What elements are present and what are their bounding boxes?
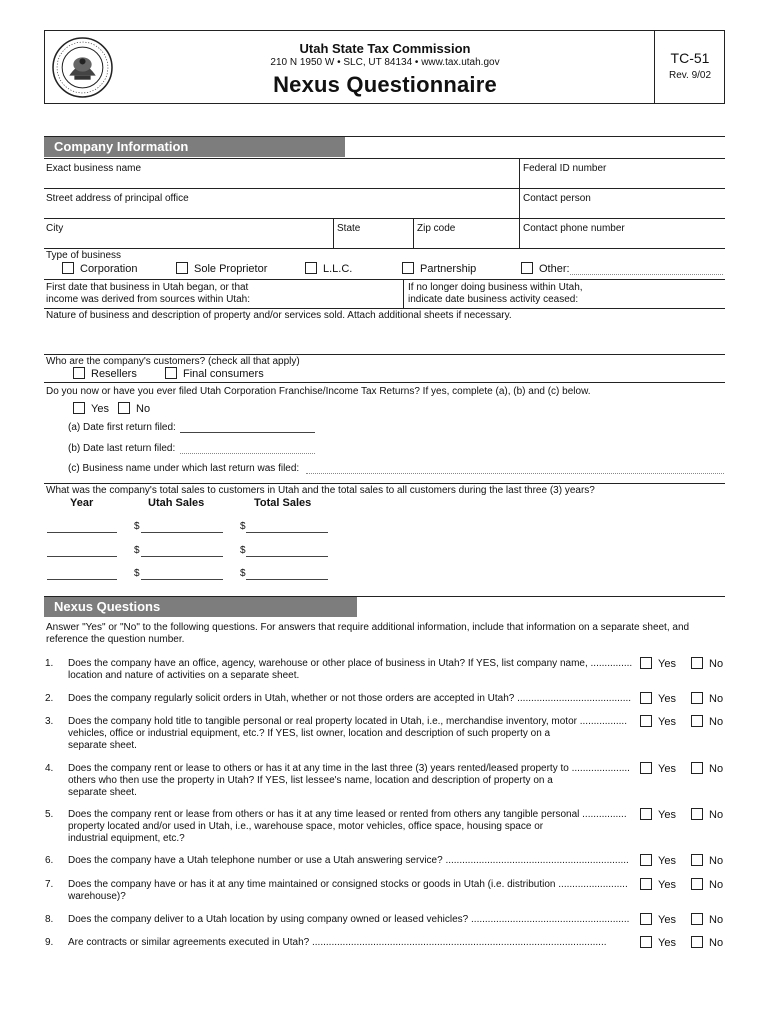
- table-rule: [44, 354, 725, 355]
- date-first-return-label: (a) Date first return filed:: [68, 422, 176, 433]
- question-2-text: Does the company regularly solicit orders in Utah, whether or not those orders are accepted in Utah? .........................................: [68, 693, 632, 704]
- q4-yes-checkbox[interactable]: [640, 762, 652, 774]
- q3-yes-checkbox[interactable]: [640, 715, 652, 727]
- type-llc-option[interactable]: L.L.C.: [305, 262, 352, 276]
- header-divider: [654, 30, 655, 104]
- question-6-no[interactable]: No: [691, 854, 723, 868]
- question-1-yes[interactable]: Yes: [640, 657, 676, 671]
- type-corporation-option[interactable]: Corporation: [62, 262, 137, 276]
- question-number: 2.: [45, 693, 54, 704]
- contact-phone-label: Contact phone number: [523, 223, 625, 234]
- q2-yes-checkbox[interactable]: [640, 692, 652, 704]
- customers-question: Who are the company's customers? (check all that apply): [46, 356, 300, 367]
- total-sales-3-field[interactable]: [246, 579, 328, 580]
- question-number: 3.: [45, 716, 54, 727]
- question-5-no[interactable]: No: [691, 808, 723, 822]
- partnership-checkbox[interactable]: [402, 262, 414, 274]
- sales-year-1-field[interactable]: [47, 532, 117, 533]
- question-2-no[interactable]: No: [691, 692, 723, 706]
- nexus-questions-section-title: Nexus Questions: [44, 597, 357, 617]
- table-rule: [44, 483, 725, 484]
- question-3-yes[interactable]: Yes: [640, 715, 676, 729]
- zip-code-label: Zip code: [417, 223, 456, 234]
- customer-final-consumers-option[interactable]: Final consumers: [165, 367, 264, 381]
- dollar-sign: $: [240, 521, 246, 532]
- column-divider: [519, 158, 520, 248]
- customer-resellers-option[interactable]: Resellers: [73, 367, 137, 381]
- table-rule: [44, 382, 725, 383]
- sole-proprietor-checkbox[interactable]: [176, 262, 188, 274]
- question-9-no[interactable]: No: [691, 936, 723, 950]
- column-divider: [333, 218, 334, 248]
- form-number: TC-51: [670, 50, 710, 66]
- type-other-option[interactable]: Other:: [521, 262, 570, 276]
- column-divider: [413, 218, 414, 248]
- returns-no-checkbox[interactable]: [118, 402, 130, 414]
- llc-checkbox[interactable]: [305, 262, 317, 274]
- question-7-no[interactable]: No: [691, 878, 723, 892]
- question-1-no[interactable]: No: [691, 657, 723, 671]
- table-rule: [44, 279, 725, 280]
- ceased-date-label-line1: If no longer doing business within Utah,: [408, 282, 583, 293]
- q4-no-checkbox[interactable]: [691, 762, 703, 774]
- question-6-yes[interactable]: Yes: [640, 854, 676, 868]
- ceased-date-label-line2: indicate date business activity ceased:: [408, 294, 579, 305]
- agency-name: Utah State Tax Commission: [299, 41, 471, 56]
- city-label: City: [46, 223, 64, 234]
- question-number: 8.: [45, 914, 54, 925]
- corporation-checkbox[interactable]: [62, 262, 74, 274]
- federal-id-label: Federal ID number: [523, 163, 607, 174]
- question-4-yes[interactable]: Yes: [640, 762, 676, 776]
- question-6-text: Does the company have a Utah telephone number or use a Utah answering service? ..................................................................: [68, 855, 629, 866]
- q2-no-checkbox[interactable]: [691, 692, 703, 704]
- nexus-intro-line2: reference the question number.: [46, 634, 185, 645]
- dollar-sign: $: [134, 568, 140, 579]
- sales-year-2-field[interactable]: [47, 556, 117, 557]
- question-9-yes[interactable]: Yes: [640, 936, 676, 950]
- last-return-business-name-field[interactable]: [306, 473, 724, 474]
- dollar-sign: $: [240, 545, 246, 556]
- contact-person-label: Contact person: [523, 193, 591, 204]
- q7-no-checkbox[interactable]: [691, 878, 703, 890]
- question-7-text: Does the company have or has it at any time maintained or consigned stocks or goods in Utah (i.e. distribution ......................... warehouse)?: [68, 879, 628, 902]
- question-4-text: Does the company rent or lease to others or has it at any time in the last three (3) years rented/leased property to ..................... others who then use the property in Utah? If YES, list lessee's name, location and description of property on a separate sheet.: [68, 763, 630, 798]
- question-3-text: Does the company hold title to tangible personal or real property located in Utah, i.e., merchandise inventory, motor ................. vehicles, office or industrial equipment, etc.? If YES, list owner, location and description of such property on a separate sheet.: [68, 716, 627, 751]
- company-info-section-title: Company Information: [44, 137, 345, 157]
- question-2-yes[interactable]: Yes: [640, 692, 676, 706]
- street-address-label: Street address of principal office: [46, 193, 189, 204]
- question-4-no[interactable]: No: [691, 762, 723, 776]
- nature-of-business-label: Nature of business and description of property and/or services sold. Attach additional sheets if necessary.: [46, 310, 512, 321]
- dollar-sign: $: [134, 545, 140, 556]
- state-label: State: [337, 223, 361, 234]
- table-rule: [44, 248, 725, 249]
- returns-yes-option[interactable]: Yes: [73, 402, 109, 416]
- date-first-return-field[interactable]: [180, 432, 315, 433]
- utah-sales-column-header: Utah Sales: [148, 497, 205, 509]
- question-number: 6.: [45, 855, 54, 866]
- q7-yes-checkbox[interactable]: [640, 878, 652, 890]
- form-title: Nexus Questionnaire: [273, 72, 497, 97]
- type-sole-proprietor-option[interactable]: Sole Proprietor: [176, 262, 267, 276]
- year-column-header: Year: [70, 497, 94, 509]
- returns-yes-checkbox[interactable]: [73, 402, 85, 414]
- table-rule: [44, 218, 725, 219]
- utah-sales-1-field[interactable]: [141, 532, 223, 533]
- question-5-yes[interactable]: Yes: [640, 808, 676, 822]
- agency-address: 210 N 1950 W • SLC, UT 84134 • www.tax.utah.gov: [270, 57, 500, 68]
- question-number: 1.: [45, 658, 54, 669]
- q9-no-checkbox[interactable]: [691, 936, 703, 948]
- q6-yes-checkbox[interactable]: [640, 854, 652, 866]
- final-consumers-checkbox[interactable]: [165, 367, 177, 379]
- question-3-no[interactable]: No: [691, 715, 723, 729]
- utah-sales-3-field[interactable]: [141, 579, 223, 580]
- q1-yes-checkbox[interactable]: [640, 657, 652, 669]
- last-return-business-name-label: (c) Business name under which last return was filed:: [68, 463, 300, 474]
- resellers-checkbox[interactable]: [73, 367, 85, 379]
- question-5-text: Does the company rent or lease from others or has it at any time leased or rented from others any tangible personal ................ property located and/or used in Utah, i.e., warehouse space, motor vehicles, office space, housing space or industrial equipment, etc.?: [68, 809, 627, 844]
- type-partnership-option[interactable]: Partnership: [402, 262, 476, 276]
- table-rule: [44, 158, 725, 159]
- type-of-business-label: Type of business: [46, 250, 122, 261]
- question-1-text: Does the company have an office, agency, warehouse or other place of business in Utah? If YES, list company name, ............... location and nature of activities on a separate sheet.: [68, 658, 633, 681]
- question-number: 7.: [45, 879, 54, 890]
- q6-no-checkbox[interactable]: [691, 854, 703, 866]
- first-date-label-line2: income was derived from sources within Utah:: [46, 294, 250, 305]
- dollar-sign: $: [134, 521, 140, 532]
- other-checkbox[interactable]: [521, 262, 533, 274]
- nexus-intro-line1: Answer "Yes" or "No" to the following questions. For answers that require additional information, include that information on a separate sheet, and: [46, 622, 690, 633]
- question-number: 5.: [45, 809, 54, 820]
- utah-sales-2-field[interactable]: [141, 556, 223, 557]
- sales-question: What was the company's total sales to customers in Utah and the total sales to all customers during the last three (3) years?: [46, 485, 595, 496]
- question-8-yes[interactable]: Yes: [640, 913, 676, 927]
- q8-no-checkbox[interactable]: [691, 913, 703, 925]
- tax-returns-question: Do you now or have you ever filed Utah Corporation Franchise/Income Tax Returns? If yes, complete (a), (b) and (c) below.: [46, 386, 591, 397]
- form-revision: Rev. 9/02: [668, 70, 712, 81]
- total-sales-2-field[interactable]: [246, 556, 328, 557]
- question-7-yes[interactable]: Yes: [640, 878, 676, 892]
- total-sales-1-field[interactable]: [246, 532, 328, 533]
- q5-yes-checkbox[interactable]: [640, 808, 652, 820]
- date-last-return-field[interactable]: [180, 453, 315, 454]
- column-divider: [403, 279, 404, 308]
- returns-no-option[interactable]: No: [118, 402, 150, 416]
- exact-business-name-label: Exact business name: [46, 163, 142, 174]
- table-rule: [44, 308, 725, 309]
- q9-yes-checkbox[interactable]: [640, 936, 652, 948]
- q1-no-checkbox[interactable]: [691, 657, 703, 669]
- q5-no-checkbox[interactable]: [691, 808, 703, 820]
- table-rule: [44, 188, 725, 189]
- question-9-text: Are contracts or similar agreements executed in Utah? ..........................................................................................................: [68, 937, 607, 948]
- other-type-field[interactable]: [570, 274, 723, 275]
- date-last-return-label: (b) Date last return filed:: [68, 443, 176, 454]
- total-sales-column-header: Total Sales: [254, 497, 312, 509]
- question-8-no[interactable]: No: [691, 913, 723, 927]
- utah-state-seal-icon: [52, 37, 113, 98]
- question-8-text: Does the company deliver to a Utah location by using company owned or leased vehicles? .........................................................: [68, 914, 630, 925]
- question-number: 4.: [45, 763, 54, 774]
- q3-no-checkbox[interactable]: [691, 715, 703, 727]
- question-number: 9.: [45, 937, 54, 948]
- sales-year-3-field[interactable]: [47, 579, 117, 580]
- first-date-label-line1: First date that business in Utah began, or that: [46, 282, 249, 293]
- dollar-sign: $: [240, 568, 246, 579]
- q8-yes-checkbox[interactable]: [640, 913, 652, 925]
